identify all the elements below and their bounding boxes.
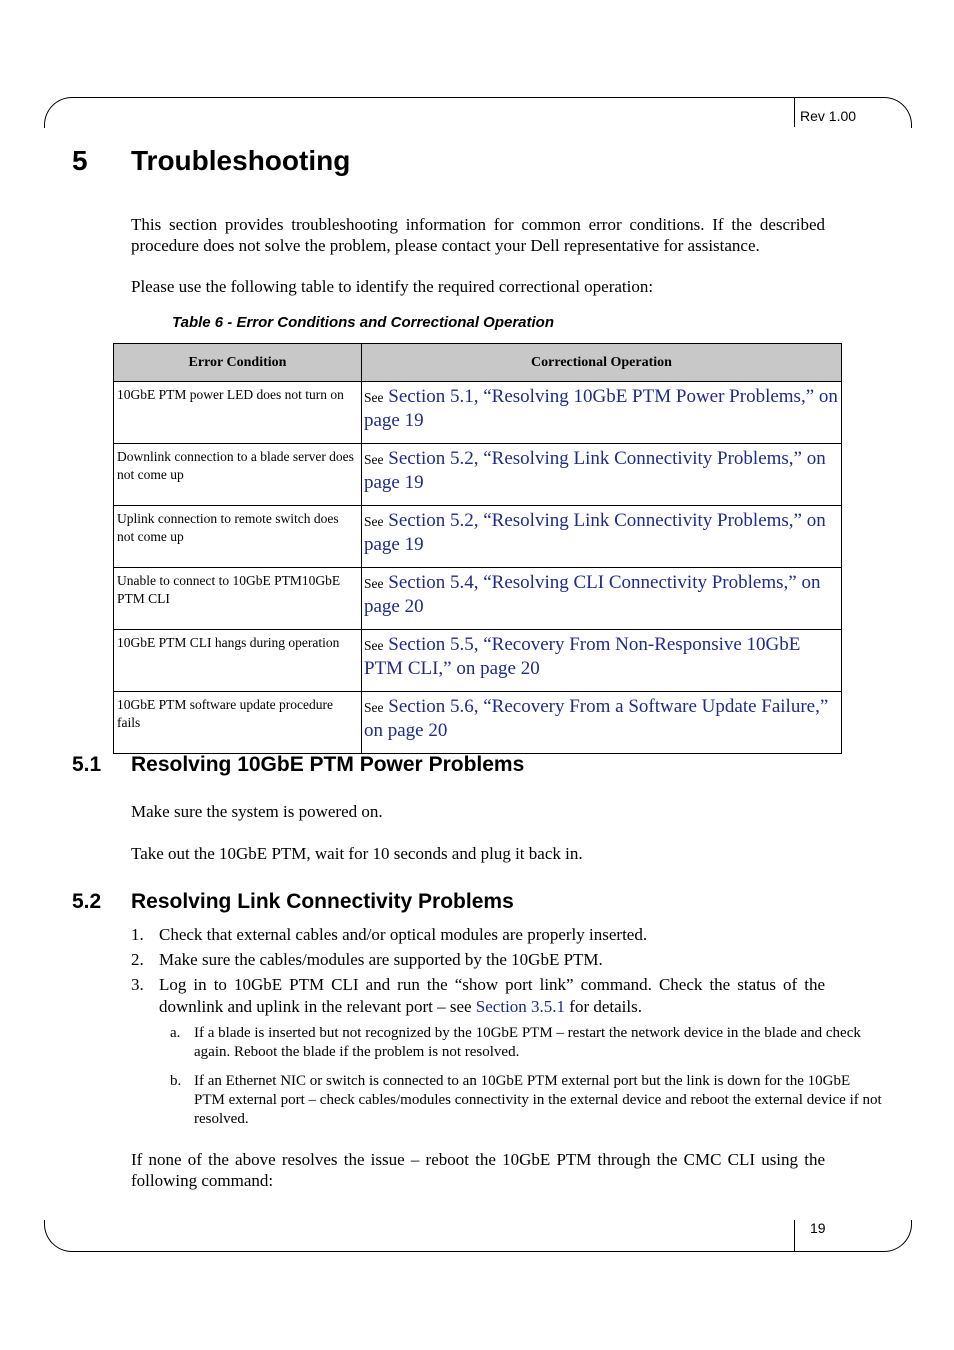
section-heading-5-1 bbox=[72, 753, 524, 777]
step-text-suffix: for details. bbox=[565, 997, 642, 1016]
error-condition-cell: 10GbE PTM power LED does not turn on bbox=[114, 382, 362, 444]
list-item bbox=[131, 974, 825, 1018]
section-number: 5.1 bbox=[72, 753, 102, 776]
header-divider bbox=[794, 98, 795, 127]
list-item bbox=[131, 924, 825, 946]
correctional-operation-cell bbox=[362, 568, 842, 630]
troubleshooting-substeps bbox=[170, 1024, 882, 1139]
page-number: 19 bbox=[810, 1220, 826, 1236]
revision-label: Rev 1.00 bbox=[800, 108, 857, 124]
section-link[interactable]: Section 5.1, “Resolving 10GbE PTM Power Problems,” on page 19 bbox=[364, 386, 838, 431]
table-row bbox=[114, 630, 842, 692]
closing-paragraph: If none of the above resolves the issue – reboot the 10GbE PTM through the CMC CLI using the following command: bbox=[131, 1150, 825, 1190]
list-marker: 2. bbox=[131, 950, 144, 969]
footer-divider bbox=[794, 1220, 795, 1252]
table-row bbox=[114, 692, 842, 754]
section-link[interactable]: Section 5.6, “Recovery From a Software Update Failure,” on page 20 bbox=[364, 696, 829, 741]
section-title: Resolving 10GbE PTM Power Problems bbox=[131, 753, 525, 776]
footer-frame bbox=[44, 1220, 912, 1252]
section-3-5-1-link[interactable]: Section 3.5.1 bbox=[475, 997, 566, 1016]
section-heading-5-2 bbox=[72, 890, 514, 914]
step-text: Make sure the cables/modules are supported by the 10GbE PTM. bbox=[159, 950, 603, 969]
power-paragraph-2: Take out the 10GbE PTM, wait for 10 seconds and plug it back in. bbox=[131, 844, 583, 863]
error-condition-cell: 10GbE PTM CLI hangs during operation bbox=[114, 630, 362, 692]
list-marker: 3. bbox=[131, 975, 144, 994]
correctional-operation-cell bbox=[362, 692, 842, 754]
column-header-error-condition: Error Condition bbox=[114, 344, 362, 382]
list-item bbox=[131, 949, 825, 971]
list-marker: 1. bbox=[131, 925, 144, 944]
see-label: See bbox=[364, 452, 384, 467]
header-frame bbox=[44, 97, 912, 128]
see-label: See bbox=[364, 390, 384, 405]
correctional-operation-cell bbox=[362, 444, 842, 506]
error-condition-cell: Downlink connection to a blade server does not come up bbox=[114, 444, 362, 506]
table-row bbox=[114, 568, 842, 630]
list-item bbox=[170, 1024, 882, 1062]
correctional-operation-cell bbox=[362, 382, 842, 444]
table-row bbox=[114, 382, 842, 444]
error-condition-cell: Uplink connection to remote switch does not come up bbox=[114, 506, 362, 568]
table-header-row bbox=[114, 344, 842, 382]
error-condition-cell: 10GbE PTM software update procedure fails bbox=[114, 692, 362, 754]
see-label: See bbox=[364, 638, 384, 653]
see-label: See bbox=[364, 700, 384, 715]
section-number: 5.2 bbox=[72, 890, 102, 913]
section-link[interactable]: Section 5.4, “Resolving CLI Connectivity Problems,” on page 20 bbox=[364, 572, 821, 617]
correctional-operation-cell bbox=[362, 506, 842, 568]
section-title: Resolving Link Connectivity Problems bbox=[131, 890, 514, 913]
list-item bbox=[170, 1072, 882, 1129]
intro-paragraph: This section provides troubleshooting information for common error conditions. If the described procedure does not solve the problem, please contact your Dell representative for assistance. bbox=[131, 215, 825, 255]
list-marker: b. bbox=[170, 1073, 182, 1089]
section-link[interactable]: Section 5.2, “Resolving Link Connectivity Problems,” on page 19 bbox=[364, 448, 826, 493]
substep-text: If a blade is inserted but not recognized by the 10GbE PTM – restart the network device in the blade and check again. Reboot the blade if the problem is not resolved. bbox=[194, 1025, 861, 1060]
chapter-title: Troubleshooting bbox=[131, 145, 351, 176]
power-paragraph-1: Make sure the system is powered on. bbox=[131, 802, 383, 821]
section-link[interactable]: Section 5.2, “Resolving Link Connectivity Problems,” on page 19 bbox=[364, 510, 826, 555]
error-conditions-table bbox=[113, 343, 842, 754]
step-text: Check that external cables and/or optical modules are properly inserted. bbox=[159, 925, 648, 944]
section-link[interactable]: Section 5.5, “Recovery From Non-Responsive 10GbE PTM CLI,” on page 20 bbox=[364, 634, 801, 679]
step-text: Log in to 10GbE PTM CLI and run the “show port link” command. Check the status of the downlink and uplink in the relevant port – see bbox=[159, 975, 825, 1016]
correctional-operation-cell bbox=[362, 630, 842, 692]
list-marker: a. bbox=[170, 1025, 181, 1041]
see-label: See bbox=[364, 576, 384, 591]
table-row bbox=[114, 506, 842, 568]
troubleshooting-steps bbox=[131, 924, 825, 1021]
table-intro-paragraph: Please use the following table to identify the required correctional operation: bbox=[131, 277, 654, 296]
chapter-number: 5 bbox=[72, 145, 88, 176]
table-row bbox=[114, 444, 842, 506]
chapter-heading bbox=[72, 145, 350, 177]
see-label: See bbox=[364, 514, 384, 529]
column-header-correctional-operation: Correctional Operation bbox=[362, 344, 842, 382]
error-condition-cell: Unable to connect to 10GbE PTM10GbE PTM CLI bbox=[114, 568, 362, 630]
substep-text: If an Ethernet NIC or switch is connected to an 10GbE PTM external port but the link is down for the 10GbE PTM external port – check cables/modules connectivity in the external device and reboot the external device if not resolved. bbox=[194, 1073, 882, 1127]
table-caption: Table 6 - Error Conditions and Correctional Operation bbox=[172, 314, 554, 331]
